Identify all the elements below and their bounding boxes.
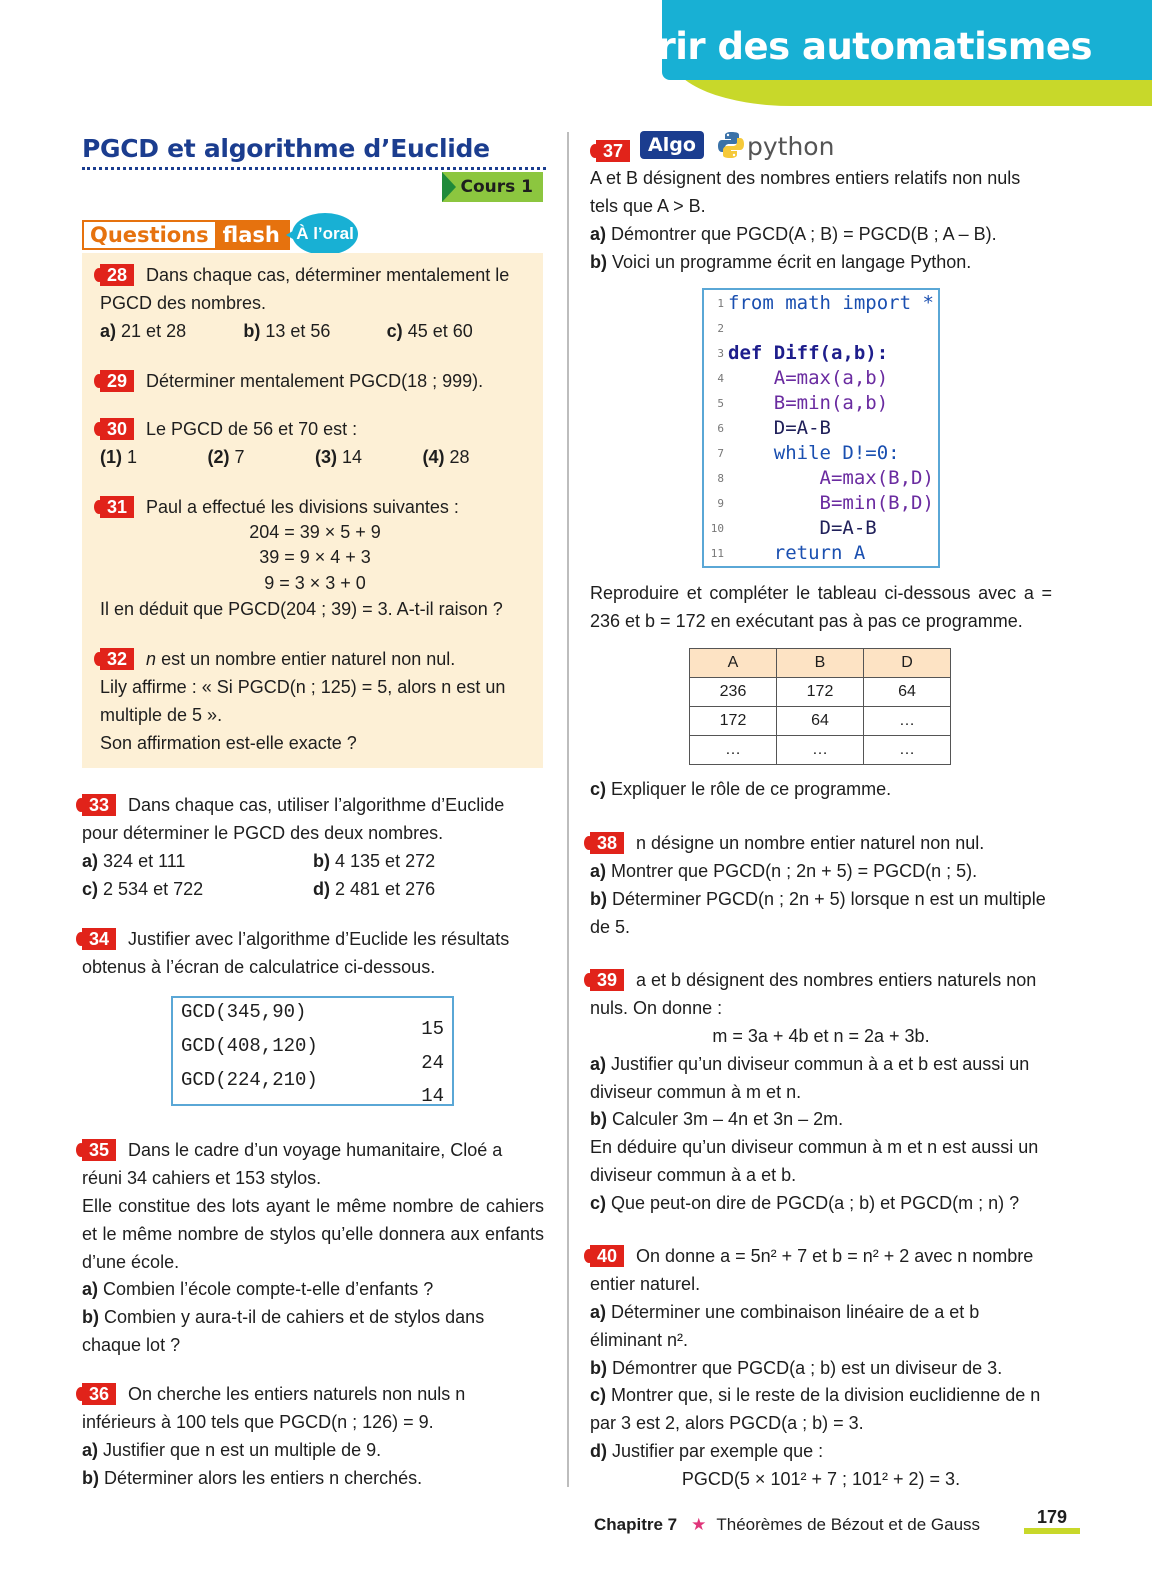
line-number: 1 — [717, 297, 724, 310]
table-cell: … — [864, 736, 951, 765]
table-cell: 64 — [864, 678, 951, 707]
item-label: a) — [82, 1439, 99, 1460]
exercise-number: 34 — [82, 928, 116, 950]
questions-flash-label-a: Questions — [90, 223, 209, 247]
exercise-text: n désigne un nombre entier naturel non nul. — [636, 833, 985, 853]
cours-badge[interactable]: Cours 1 — [442, 172, 543, 202]
code-line — [704, 291, 934, 316]
item-label: a) — [590, 860, 607, 881]
item-label: d) — [313, 878, 330, 899]
exercise-37-part-c — [590, 776, 1052, 804]
item-label: c) — [590, 779, 607, 799]
exercise-38 — [590, 830, 1052, 942]
exercise-40 — [590, 1243, 1052, 1494]
exercise-text: On donne a = 5n² + 7 et b = n² + 2 avec n nombre entier naturel. — [590, 1246, 1034, 1294]
exercise-text: est un nombre entier naturel non nul. — [161, 649, 456, 669]
item-label: a) — [590, 1053, 607, 1074]
exercise-text: A et B désignent des nombres entiers relatifs non nuls tels que A > B. — [590, 168, 1021, 216]
option-text: 14 — [342, 446, 363, 467]
table-cell: … — [777, 736, 864, 765]
page-banner-title: Acquérir des automatismes — [531, 25, 1092, 68]
python-code-block — [702, 288, 940, 568]
item-label: b) — [243, 320, 261, 341]
exercise-number: 31 — [100, 496, 134, 518]
line-number: 6 — [717, 422, 724, 435]
line-number: 4 — [717, 372, 724, 385]
formula: m = 3a + 4b et n = 2a + 3b. — [712, 1025, 930, 1046]
item-text: Voici un programme écrit en langage Python. — [612, 251, 972, 272]
python-logo-icon — [716, 130, 746, 160]
page-number-accent — [1024, 1528, 1080, 1534]
item-text: Justifier que n est un multiple de 9. — [103, 1439, 382, 1460]
code-line — [704, 391, 888, 416]
option-label: (3) — [315, 446, 337, 467]
item-label: a) — [100, 320, 117, 341]
item-text: Démontrer que PGCD(A ; B) = PGCD(B ; A – B). — [611, 223, 997, 244]
code-line — [704, 366, 888, 391]
item-text: Montrer que PGCD(n ; 2n + 5) = PGCD(n ; 5). — [611, 860, 978, 881]
exercise-text: Lily affirme : « Si PGCD(n ; 125) = 5, alors n est un multiple de 5 ». — [100, 676, 506, 725]
header-banner — [531, 0, 1152, 108]
table-row — [690, 678, 951, 707]
exercise-question: Son affirmation est-elle exacte ? — [100, 732, 357, 753]
questions-flash-label — [82, 220, 290, 250]
item-text: Justifier par exemple que : — [612, 1441, 824, 1462]
item-label: b) — [590, 1357, 607, 1378]
code-text: from math import * — [728, 292, 934, 314]
table-cell: 172 — [690, 707, 777, 736]
item-text: En déduire qu’un diviseur commun à m et n est aussi un diviseur commun à a et b. — [590, 1137, 1039, 1186]
table-cell: 172 — [777, 678, 864, 707]
option-label: (1) — [100, 446, 122, 467]
table-header-cell: D — [864, 649, 951, 678]
line-number: 7 — [717, 447, 724, 460]
exercise-34 — [82, 926, 544, 982]
exercise-text: On cherche les entiers naturels non nuls n inférieurs à 100 tels que PGCD(n ; 126) = 9. — [82, 1384, 466, 1432]
item-text: 2 534 et 722 — [103, 878, 204, 899]
exercise-number: 30 — [100, 418, 134, 440]
calculator-screen — [171, 996, 454, 1106]
item-label: c) — [82, 878, 99, 899]
item-label: b) — [82, 1467, 99, 1488]
code-text: B=min(a,b) — [728, 392, 889, 414]
formula: PGCD(5 × 101² + 7 ; 101² + 2) = 3. — [681, 1469, 961, 1490]
exercise-number: 39 — [590, 969, 624, 991]
code-line — [704, 341, 888, 366]
option-text: 7 — [234, 446, 245, 467]
code-text: A=max(a,b) — [728, 367, 889, 389]
table-cell: … — [864, 707, 951, 736]
footer-chapter: Chapitre 7 — [594, 1515, 678, 1534]
code-text: D=A-B — [728, 417, 831, 439]
code-line — [704, 316, 728, 341]
column-divider — [567, 132, 569, 1487]
item-label: a) — [590, 1301, 607, 1322]
variable-n: n — [146, 649, 157, 669]
item-text: Montrer que, si le reste de la division euclidienne de n par 3 est 2, alors PGCD(a ; b) = 3. — [590, 1385, 1041, 1434]
table-row — [690, 736, 951, 765]
code-text: while D!=0: — [728, 442, 900, 464]
exercise-number: 33 — [82, 794, 116, 816]
exercise-29 — [100, 368, 530, 396]
exercise-number: 40 — [590, 1245, 624, 1267]
code-line — [704, 416, 831, 441]
exercise-37 — [590, 165, 1052, 277]
exercise-33 — [82, 792, 544, 904]
exercise-number: 36 — [82, 1383, 116, 1405]
item-label: d) — [590, 1441, 607, 1462]
section-divider — [82, 167, 546, 170]
line-number: 9 — [717, 497, 724, 510]
item-text: 45 et 60 — [407, 320, 473, 341]
line-number: 2 — [717, 322, 724, 335]
item-text: 21 et 28 — [121, 320, 187, 341]
item-label: a) — [82, 850, 99, 871]
code-line — [704, 466, 934, 491]
item-text: Déterminer alors les entiers n cherchés. — [104, 1467, 423, 1488]
code-text: B=min(B,D) — [728, 492, 934, 514]
page-footer — [594, 1512, 980, 1538]
division-line: 204 = 39 × 5 + 9 — [249, 522, 381, 543]
exercise-36 — [82, 1381, 544, 1493]
item-text: Déterminer une combinaison linéaire de a et b éliminant n². — [590, 1301, 980, 1350]
page-number: 179 — [1036, 1507, 1068, 1527]
code-line — [704, 516, 877, 541]
exercise-text: Reproduire et compléter le tableau ci-dessous avec a = 236 et b = 172 en exécutant pas à pas ce programme. — [590, 583, 1052, 631]
trace-table — [689, 648, 951, 765]
table-cell: 236 — [690, 678, 777, 707]
exercise-text: Dans chaque cas, déterminer mentalement le PGCD des nombres. — [100, 265, 510, 313]
item-label: a) — [590, 223, 607, 244]
calc-command: GCD(224,210) — [181, 1069, 318, 1091]
code-line — [704, 491, 934, 516]
item-label: c) — [590, 1385, 607, 1406]
calc-command: GCD(345,90) — [181, 1001, 307, 1023]
exercise-text: Paul a effectué les divisions suivantes : — [146, 497, 459, 517]
code-text: A=max(B,D) — [728, 467, 934, 489]
line-number: 8 — [717, 472, 724, 485]
footer-chapter-title: Théorèmes de Bézout et de Gauss — [716, 1515, 981, 1534]
exercise-text: Dans le cadre d’un voyage humanitaire, Cloé a réuni 34 cahiers et 153 stylos. — [82, 1140, 503, 1188]
exercise-number: 32 — [100, 648, 134, 670]
item-label: a) — [82, 1279, 99, 1300]
option-label: (4) — [422, 446, 445, 467]
questions-flash-label-b: flash — [215, 222, 288, 248]
line-number: 3 — [717, 347, 724, 360]
exercise-text: Justifier avec l’algorithme d’Euclide les résultats obtenus à l’écran de calculatrice ci-dessous. — [82, 929, 510, 977]
exercise-32 — [100, 646, 530, 758]
item-label: b) — [82, 1307, 99, 1328]
table-header-row — [690, 649, 951, 678]
cours-arrow-icon — [442, 172, 456, 202]
division-line: 9 = 3 × 3 + 0 — [264, 572, 366, 593]
exercise-39 — [590, 967, 1052, 1218]
item-text: Expliquer le rôle de ce programme. — [611, 779, 892, 799]
exercise-number: 35 — [82, 1139, 116, 1161]
exercise-37-table-intro — [590, 580, 1052, 636]
option-text: 1 — [127, 446, 138, 467]
item-label: b) — [590, 888, 607, 909]
item-label: c) — [590, 1193, 607, 1214]
table-header-cell: A — [690, 649, 777, 678]
option-label: (2) — [207, 446, 230, 467]
division-line: 39 = 9 × 4 + 3 — [259, 547, 371, 568]
star-icon: ★ — [691, 1515, 707, 1534]
calc-command: GCD(408,120) — [181, 1035, 318, 1057]
line-number: 10 — [710, 522, 724, 535]
item-label: c) — [386, 320, 403, 341]
exercise-text: a et b désignent des nombres entiers naturels non nuls. On donne : — [590, 970, 1037, 1018]
line-number: 5 — [717, 397, 724, 410]
item-text: Déterminer PGCD(n ; 2n + 5) lorsque n est un multiple de 5. — [590, 888, 1046, 937]
exercise-37-number-wrap — [596, 138, 642, 166]
exercise-number: 37 — [596, 140, 630, 162]
item-text: Démontrer que PGCD(a ; b) est un diviseur de 3. — [612, 1357, 1003, 1378]
item-label: b) — [313, 850, 330, 871]
exercise-number: 38 — [590, 832, 624, 854]
oral-badge: À l’oral — [292, 213, 358, 255]
python-wordmark: python — [747, 132, 835, 161]
item-text: 324 et 111 — [103, 850, 186, 871]
exercise-number: 28 — [100, 264, 134, 286]
item-text: 2 481 et 276 — [335, 878, 436, 899]
table-header-cell: B — [777, 649, 864, 678]
exercise-number: 29 — [100, 370, 134, 392]
calc-result: 14 — [421, 1085, 444, 1107]
item-label: b) — [590, 251, 607, 272]
calc-result: 24 — [421, 1052, 444, 1074]
exercise-text: Déterminer mentalement PGCD(18 ; 999). — [146, 371, 484, 391]
code-text: def Diff(a,b): — [728, 342, 889, 364]
code-text: D=A-B — [728, 517, 877, 539]
exercise-31 — [100, 495, 530, 624]
exercise-30 — [100, 416, 530, 472]
exercise-question: Il en déduit que PGCD(204 ; 39) = 3. A-t-il raison ? — [100, 598, 503, 619]
exercise-28 — [100, 262, 530, 346]
exercise-35 — [82, 1137, 544, 1360]
exercise-text: Dans chaque cas, utiliser l’algorithme d’Euclide pour déterminer le PGCD des deux nombres. — [82, 795, 505, 843]
code-text: return A — [728, 542, 866, 564]
section-title: PGCD et algorithme d’Euclide — [82, 134, 490, 163]
item-text: 4 135 et 272 — [335, 850, 436, 871]
line-number: 11 — [710, 547, 724, 560]
item-text: Combien l’école compte-t-elle d’enfants ? — [103, 1279, 434, 1300]
option-text: 28 — [449, 446, 470, 467]
code-line — [704, 541, 865, 566]
algo-badge: Algo — [640, 131, 704, 159]
item-text: 13 et 56 — [265, 320, 331, 341]
calc-result: 15 — [421, 1018, 444, 1040]
table-cell: … — [690, 736, 777, 765]
table-row — [690, 707, 951, 736]
item-text: Justifier qu’un diviseur commun à a et b est aussi un diviseur commun à m et n. — [590, 1053, 1030, 1102]
item-label: b) — [590, 1109, 607, 1130]
item-text: Calculer 3m – 4n et 3n – 2m. — [612, 1109, 844, 1130]
table-cell: 64 — [777, 707, 864, 736]
exercise-text: Elle constitue des lots ayant le même nombre de cahiers et le même nombre de stylos qu’elle donnera aux enfants d’une école. — [82, 1195, 544, 1272]
item-text: Combien y aura-t-il de cahiers et de stylos dans chaque lot ? — [82, 1307, 485, 1356]
code-line — [704, 441, 900, 466]
exercise-text: Le PGCD de 56 et 70 est : — [146, 419, 358, 439]
item-text: Que peut-on dire de PGCD(a ; b) et PGCD(m ; n) ? — [611, 1193, 1020, 1214]
